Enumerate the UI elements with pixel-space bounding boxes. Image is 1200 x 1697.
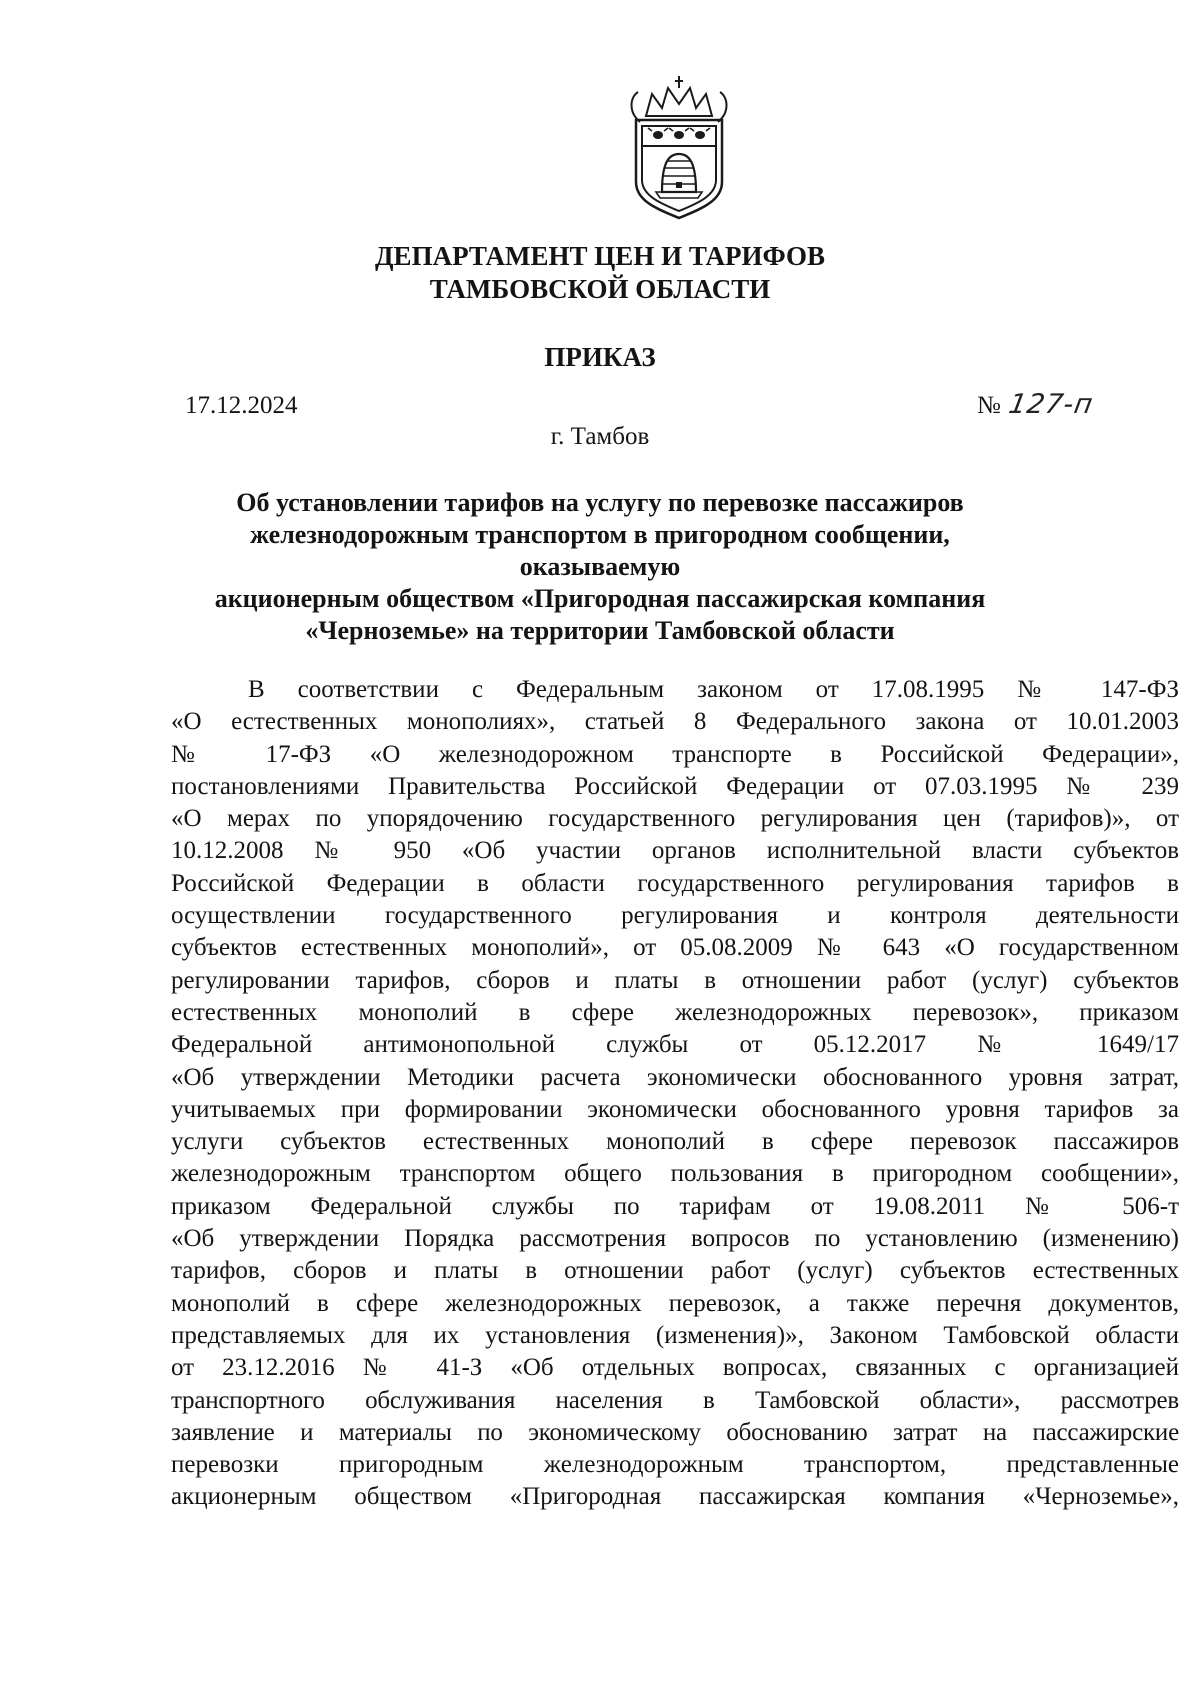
body-line: «Об утверждении Порядка рассмотрения вопросов по установлению (изменению) [171, 1225, 1179, 1253]
number-sign: № [977, 392, 1001, 419]
body-line: учитываемых при формировании экономически обоснованного уровня тарифов за [171, 1095, 1179, 1123]
body-line: перевозки пригородным железнодорожным транспортом, представленные [171, 1451, 1179, 1479]
body-line: «Об утверждении Методики расчета экономически обоснованного уровня затрат, [171, 1063, 1179, 1091]
document-date: 17.12.2024 [185, 392, 298, 419]
document-number [977, 389, 1096, 421]
department-name [300, 240, 900, 306]
body-line: представляемых для их установления (изменения)», Законом Тамбовской области [171, 1321, 1179, 1349]
body-line: «О естественных монополиях», статьей 8 Федерального закона от 10.01.2003 [171, 708, 1179, 736]
handwritten-number: 127-п [1006, 389, 1096, 420]
tambov-coat-of-arms-icon [618, 72, 740, 222]
subject-line: Об установлении тарифов на услугу по перевозке пассажиров [236, 488, 964, 517]
subject-line: «Черноземье» на территории Тамбовской области [305, 616, 895, 645]
body-line: естественных монополий в сфере железнодорожных перевозок», приказом [171, 998, 1179, 1026]
body-line: № 17-ФЗ «О железнодорожном транспорте в Российской Федерации», [171, 740, 1179, 768]
body-line: регулировании тарифов, сборов и платы в отношении работ (услуг) субъектов [171, 966, 1179, 994]
body-line: Российской Федерации в области государственного регулирования тарифов в [171, 869, 1179, 897]
document-subject [185, 487, 1015, 647]
body-line: услуги субъектов естественных монополий в сфере перевозок пассажиров [171, 1128, 1179, 1156]
body-line: заявление и материалы по экономическому обоснованию затрат на пассажирские [171, 1418, 1179, 1446]
body-line: В соответствии с Федеральным законом от 17.08.1995 № 147-ФЗ [248, 676, 1179, 703]
body-line: тарифов, сборов и платы в отношении работ (услуг) субъектов естественных [171, 1257, 1179, 1285]
body-line: приказом Федеральной службы по тарифам от 19.08.2011 № 506-т [171, 1192, 1179, 1220]
subject-line: акционерным обществом «Пригородная пассажирская компания [214, 584, 986, 613]
department-name-line-2: ТАМБОВСКОЙ ОБЛАСТИ [429, 274, 771, 304]
body-line: монополий в сфере железнодорожных перевозок, а также перечня документов, [171, 1289, 1179, 1317]
body-line: от 23.12.2016 № 41-З «Об отдельных вопросах, связанных с организацией [171, 1354, 1179, 1382]
subject-line: железнодорожным транспортом в пригородном сообщении, оказываемую [250, 520, 950, 581]
document-body [171, 674, 1179, 1514]
department-name-line-1: ДЕПАРТАМЕНТ ЦЕН И ТАРИФОВ [374, 241, 826, 271]
body-line: железнодорожным транспортом общего пользования в пригородном сообщении», [171, 1160, 1179, 1188]
document-type: ПРИКАЗ [544, 342, 656, 372]
body-line: постановлениями Правительства Российской Федерации от 07.03.1995 № 239 [171, 772, 1179, 800]
body-line: акционерным обществом «Пригородная пассажирская компания «Черноземье», [171, 1483, 1179, 1511]
body-line: транспортного обслуживания населения в Тамбовской области», рассмотрев [171, 1386, 1179, 1414]
body-line: Федеральной антимонопольной службы от 05.12.2017 № 1649/17 [171, 1031, 1179, 1059]
body-line: «О мерах по упорядочению государственного регулирования цен (тарифов)», от [171, 805, 1179, 833]
body-line: осуществлении государственного регулирования и контроля деятельности [171, 902, 1179, 930]
body-line: субъектов естественных монополий», от 05.08.2009 № 643 «О государственном [171, 934, 1179, 962]
body-line: 10.12.2008 № 950 «Об участии органов исполнительной власти субъектов [171, 837, 1179, 865]
document-city: г. Тамбов [550, 423, 650, 450]
